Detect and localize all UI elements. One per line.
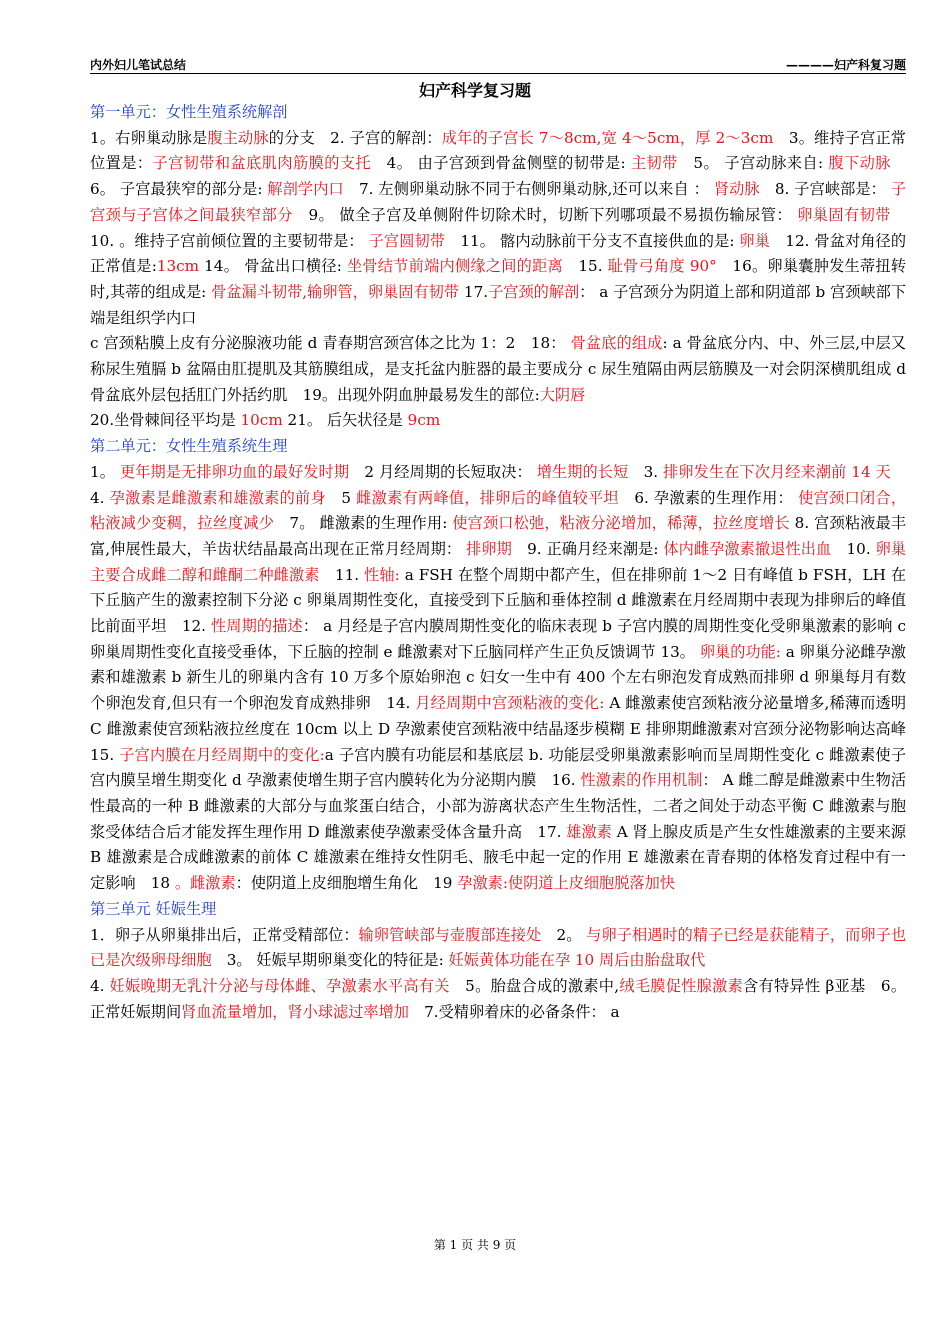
answer-text: 子宫圆韧带: [368, 231, 446, 250]
answer-text: 与卵子相遇时的精子已经是获能精子，而卵子也已是次级卵母细胞: [90, 925, 907, 970]
paragraph: [90, 331, 906, 408]
question-text: 1。: [90, 462, 120, 481]
answer-text: 更年期是无排卵功血的最好发时期: [119, 462, 350, 481]
question-text: 11。 髂内动脉前干分支不直接供血的是:: [445, 231, 740, 250]
answer-text: 使宫颈口闭合，粘液减少变稠，拉丝度减少: [90, 488, 907, 533]
answer-text: 妊娠晚期无乳汁分泌与母体雌、孕激素水平高有关: [109, 976, 450, 995]
answer-text: 绒毛膜促性腺激素: [619, 976, 744, 995]
answer-text: 9cm: [407, 411, 441, 430]
question-text: ： A 雌二醇是雌激素中生物活性最高的一种 B 雌激素的大部分与血浆蛋白结合，小部为游离状态产生生物活性，二者之间处于动态平衡 C 雌激素与胞浆受体结合后才能发挥生理作用 D 雌激素使孕激素受体含量升高 17.: [90, 771, 907, 841]
question-text: 5。 子宫动脉来自:: [677, 154, 829, 173]
answer-text: 性周期的描述: [210, 617, 303, 636]
answer-text: 月经周期中宫颈粘液的变化:: [415, 694, 605, 713]
question-text: 7。 雌激素的生理作用:: [274, 514, 453, 533]
question-text: 含有特异性 β亚基 6。正常妊娠期间: [90, 976, 907, 1021]
answer-text: 成年的子宫长 7～8cm,宽 4～5cm，厚 2～3cm: [441, 128, 774, 147]
paragraph: [90, 974, 906, 1025]
answer-text: 大阴唇: [539, 385, 586, 404]
paragraph: [90, 408, 906, 434]
question-text: 12. 骨盆对角径的正常值是:: [90, 231, 907, 276]
answer-text: 解剖学内口: [267, 180, 344, 199]
paragraph: [90, 897, 906, 923]
question-text: 15.: [562, 257, 608, 276]
answer-text: 耻骨弓角度 90°: [607, 257, 717, 276]
question-text: 21。 后矢状径是: [282, 411, 408, 430]
question-text: a FSH 在整个周期中都产生，但在排卵前 1～2 日有峰值 b FSH，LH 在下丘脑产生的激素控制下分泌 c 卵巢周期性变化，直接受到下丘脑和垂体控制 d 雌激素在月经周期中表现为排卵后的峰值比前面平坦 12.: [90, 565, 907, 636]
answer-text: 雄激素: [566, 822, 612, 841]
question-text: ： a 子宫颈分为阴道上部和阴道部 b 宫颈峡部下端是组织学内口: [90, 282, 907, 327]
answer-text: 卵巢的功能:: [699, 642, 781, 661]
question-text: 9。 做全子宫及单侧附件切除术时，切断下列哪项最不易损伤输尿管：: [292, 205, 798, 224]
section-heading: 第二单元：女性生殖系统生理: [90, 437, 288, 456]
question-text: 的分支 2. 子宫的解剖：: [268, 128, 442, 147]
answer-text: 骨盆漏斗韧带,输卵管，卵巢固有韧带: [211, 282, 460, 301]
answer-text: 卵巢: [739, 231, 770, 250]
answer-text: 子宫内膜在月经周期中的变化:: [119, 745, 325, 764]
question-text: 17.: [459, 282, 489, 301]
document-body: [90, 100, 922, 1025]
question-text: a 卵巢分泌雌孕激素和雄激素 b 新生儿的卵巢内含有 10 万多个原始卵泡 c 妇女一生中有 400 个左右卵泡发育成熟而排卵 d 卵巢每月有数个卵泡发育,但只有一个卵泡发育成熟排卵 14.: [90, 642, 906, 713]
question-text: 11.: [319, 565, 365, 584]
question-text: 6。 子宫最狭窄的部分是:: [90, 154, 907, 199]
answer-text: 雌激素有两峰值，排卵后的峰值较平坦: [356, 488, 619, 507]
section-heading: 第三单元 妊娠生理: [90, 899, 217, 918]
header-rule: [90, 73, 906, 74]
answer-text: 子宫颈与子宫体之间最狭窄部分: [90, 180, 907, 224]
paragraph: [90, 460, 922, 897]
answer-text: 主韧带: [630, 154, 678, 173]
answer-text: 骨盆底的组成: [570, 334, 663, 353]
answer-text: 排卵发生在下次月经来潮前 14 天: [663, 462, 891, 481]
question-text: A 雌激素使宫颈粘液分泌量增多,稀薄而透明 C 雌激素使宫颈粘液拉丝度在 10cm 以上 D 孕激素使宫颈粘液中结晶逐步模糊 E 排卵期雌激素对宫颈分泌物影响达高峰 15.: [90, 694, 922, 764]
question-text: 9. 正确月经来潮是:: [511, 539, 664, 558]
answer-text: 肾动脉: [713, 180, 760, 199]
question-text: 5: [325, 488, 357, 507]
answer-text: 13cm: [156, 257, 200, 276]
answer-text: 肾血流量增加，肾小球滤过率增加: [181, 1002, 409, 1021]
paragraph: [90, 923, 906, 974]
question-text: 1。右卵巢动脉是: [90, 128, 208, 147]
question-text: a 子宫内膜有功能层和基底层 b. 功能层受卵巢激素影响而呈周期性变化 c 雌激素使子宫内膜呈增生期变化 d 孕激素使增生期子宫内膜转化为分泌期内膜 16.: [90, 745, 907, 790]
question-text: 3.: [628, 462, 664, 481]
question-text: 4.: [90, 462, 907, 507]
section-heading: 第一单元：女性生殖系统解剖: [90, 103, 288, 121]
answer-text: 腹主动脉: [207, 128, 269, 147]
answer-text: 妊娠黄体功能在孕 10 周后由胎盘取代: [448, 951, 706, 970]
answer-text: 卵巢固有韧带: [797, 205, 891, 224]
answer-text: 体内雌孕激素撤退性出血: [663, 539, 832, 558]
question-text: : a 骨盆底分内、中、外三层,中层又称尿生殖膈 b 盆隔由肛提肌及其筋膜组成，是支托盆内脏器的最主要成分 c 尿生殖隔由两层筋膜及一对会阴深横肌组成 d 骨盆底外层包括肛门外括约肌 19。出现外阴血肿最易发生的部位:: [90, 334, 906, 404]
question-text: 2。: [541, 925, 587, 944]
question-text: 10.: [831, 539, 876, 558]
question-text: 5。胎盘合成的激素中,: [449, 976, 620, 995]
question-text: 3。 妊娠早期卵巢变化的特征是:: [211, 951, 449, 970]
answer-text: 子宫颈的解剖: [488, 282, 580, 301]
question-text: 2 月经周期的长短取决：: [349, 462, 537, 481]
answer-text: 性激素的作用机制: [580, 771, 703, 790]
question-text: 7.受精卵着床的必备条件： a: [408, 1002, 620, 1021]
answer-text: 10cm: [240, 411, 283, 430]
document-title: 妇产科学复习题: [418, 81, 531, 100]
answer-text: 排卵期: [466, 539, 512, 558]
question-text: 1．卵子从卵巢排出后，正常受精部位：: [90, 925, 359, 944]
question-text: 4.: [90, 976, 110, 995]
question-text: 4。 由子宫颈到骨盆侧壁的韧带是:: [371, 154, 631, 173]
answer-text: 腹下动脉: [828, 154, 891, 173]
question-text: 8. 子宫峡部是：: [759, 180, 891, 199]
question-text: 7. 左侧卵巢动脉不同于右侧卵巢动脉,还可以来自 ：: [343, 180, 714, 199]
question-text: 8. 宫颈粘液最丰富,伸展性最大，羊齿状结晶最高出现在正常月经周期：: [90, 514, 907, 558]
question-text: c 宫颈粘膜上皮有分泌腺液功能 d 青春期宫颈宫体之比为 1：2 18：: [90, 334, 571, 353]
question-text: ：使阴道上皮细胞增生角化 19: [235, 874, 458, 893]
answer-text: 输卵管峡部与壶腹部连接处: [358, 925, 542, 944]
question-text: ： a 月经是子宫内膜周期性变化的临床表现 b 子宫内膜的周期性变化受卵巢激素的影响 c 卵巢周期性变化直接受垂体，下丘脑的控制 e 雌激素对下丘脑同样产生正负反馈调节 13。: [90, 617, 907, 661]
question-text: 20.坐骨棘间径平均是: [90, 411, 241, 430]
page-header: [90, 56, 906, 74]
question-text: 16。卵巢囊肿发生蒂扭转时,其蒂的组成是:: [90, 257, 907, 301]
question-text: 14。 骨盆出口横径:: [199, 257, 347, 276]
answer-text: 性轴:: [364, 565, 400, 584]
answer-text: 子宫韧带和盆底肌肉筋膜的支托: [152, 154, 372, 173]
answer-text: 使宫颈口松弛，粘液分泌增加，稀薄，拉丝度增长: [452, 514, 790, 533]
paragraph: [90, 100, 906, 126]
answer-text: 增生期的长短: [536, 462, 629, 481]
answer-text: 卵巢主要合成雌二醇和雌酮二种雌激素: [90, 539, 907, 584]
question-text: 3。维持子宫正常位置是：: [90, 128, 906, 173]
question-text: A 肾上腺皮质是产生女性雄激素的主要来源 B 雄激素是合成雌激素的前体 C 雄激素在维持女性阴毛、腋毛中起一定的作用 E 雄激素在青春期的体格发育过程中有一定影响 18: [90, 822, 907, 893]
paragraph: [90, 126, 906, 332]
answer-text: 坐骨结节前端内侧缘之间的距离: [346, 257, 563, 276]
answer-text: 孕激素:使阴道上皮细胞脱落加快: [457, 874, 675, 893]
page-footer: 第 1 页 共 9 页: [433, 1238, 517, 1252]
answer-text: 孕激素是雌激素和雄激素的前身: [109, 488, 326, 507]
question-text: 6. 孕激素的生理作用：: [618, 488, 799, 507]
header-right-text: ————妇产科复习题: [785, 58, 906, 72]
question-text: 10. 。维持子宫前倾位置的主要韧带是：: [90, 205, 907, 250]
paragraph: [90, 434, 906, 460]
answer-text: 。雌激素: [174, 874, 236, 893]
header-left-text: 内外妇儿笔试总结: [90, 58, 187, 72]
